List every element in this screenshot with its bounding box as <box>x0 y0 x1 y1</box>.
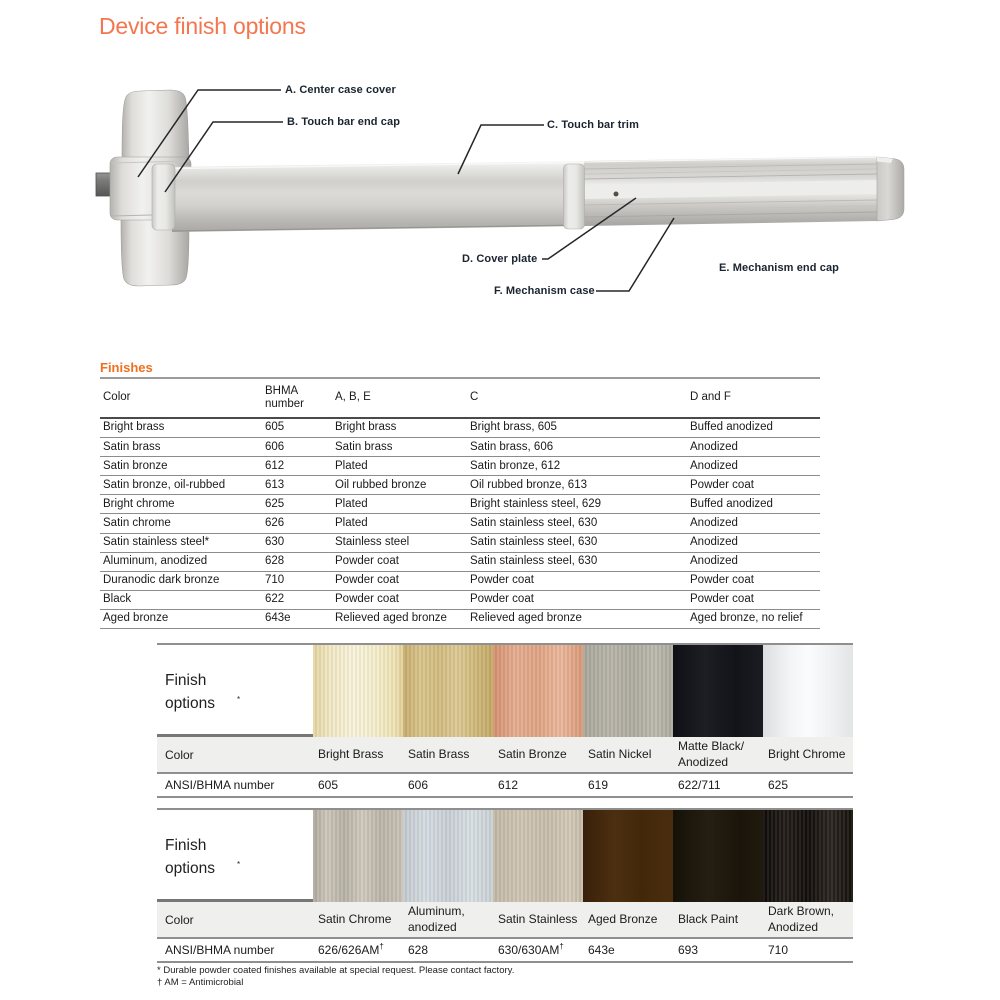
table-row <box>100 553 820 572</box>
table-cell: Buffed anodized <box>690 497 773 510</box>
swatch-number: 622/711 <box>678 778 721 792</box>
table-row <box>100 438 820 457</box>
table-cell: Satin brass <box>103 440 161 453</box>
table-cell: Bright chrome <box>103 497 175 510</box>
table-row <box>100 419 820 438</box>
swatch-name: Black Paint <box>678 911 739 926</box>
table-cell: Anodized <box>690 555 738 568</box>
table-cell: Powder coat <box>690 478 754 491</box>
table-cell: Bright stainless steel, 629 <box>470 497 602 510</box>
swatch-number: 612 <box>498 778 519 792</box>
table-cell: Oil rubbed bronze <box>335 478 427 491</box>
swatch-black-paint <box>673 810 763 902</box>
table-cell: Plated <box>335 516 368 529</box>
table-cell: Plated <box>335 459 368 472</box>
swatch-number: 710 <box>768 943 789 957</box>
swatch-row <box>157 643 853 737</box>
swatch-number: 628 <box>408 943 429 957</box>
table-cell: Satin stainless steel, 630 <box>470 516 598 529</box>
diagram-label-mechanism-case: F. Mechanism case <box>494 285 595 297</box>
finish-options-table-1 <box>157 643 853 798</box>
table-cell: Satin brass <box>335 440 393 453</box>
ansi-row-label: ANSI/BHMA number <box>165 943 275 957</box>
table-cell: Bright brass <box>335 421 397 434</box>
diagram-label-cover-plate: D. Cover plate <box>462 253 538 265</box>
table-cell: Aluminum, anodized <box>103 555 208 568</box>
swatch-name: Satin Chrome <box>318 911 392 926</box>
table-cell: Relieved aged bronze <box>470 612 582 625</box>
swatch-number: 630/630AM† <box>498 942 564 957</box>
table-cell: Powder coat <box>690 593 754 606</box>
table-cell: Satin bronze <box>103 459 168 472</box>
diagram-label-mechanism-end-cap: E. Mechanism end cap <box>719 262 839 274</box>
table-cell: 710 <box>265 574 285 587</box>
table-cell: Relieved aged bronze <box>335 612 447 625</box>
swatch-number: 625 <box>768 778 789 792</box>
swatch-number: 605 <box>318 778 339 792</box>
table-cell: Powder coat <box>335 555 399 568</box>
swatch-matte-black-anodized <box>673 645 763 737</box>
swatch-number: 643e <box>588 943 615 957</box>
table-cell: Powder coat <box>690 574 754 587</box>
table-cell: Oil rubbed bronze, 613 <box>470 478 587 491</box>
swatch-number: 693 <box>678 943 699 957</box>
table-row <box>100 572 820 591</box>
swatch-number: 619 <box>588 778 609 792</box>
swatch-aged-bronze <box>583 810 673 902</box>
table-cell: Anodized <box>690 440 738 453</box>
swatch-aluminum-anodized <box>403 810 493 902</box>
mech-screw <box>614 192 619 197</box>
swatch-name: Dark Brown, Anodized <box>768 903 835 934</box>
table-cell: Satin brass, 606 <box>470 440 554 453</box>
table-cell: Satin bronze, 612 <box>470 459 561 472</box>
ansi-number-row <box>157 772 853 798</box>
table-cell: Stainless steel <box>335 536 410 548</box>
swatch-bright-chrome <box>763 645 853 737</box>
swatch-name: Satin Brass <box>408 746 470 761</box>
swatch-satin-stainless <box>493 810 583 902</box>
col-header-d-and-f: D and F <box>690 391 731 404</box>
table-cell: Plated <box>335 497 368 510</box>
table-cell: Buffed anodized <box>690 421 773 434</box>
table-cell: Satin bronze, oil-rubbed <box>103 478 226 491</box>
table-cell: 628 <box>265 555 285 568</box>
finishes-heading: Finishes <box>100 360 153 375</box>
table-cell: 606 <box>265 440 285 453</box>
color-name-row <box>157 737 853 772</box>
table-cell: Satin stainless steel, 630 <box>470 555 598 568</box>
swatch-dark-brown-anodized <box>763 810 853 902</box>
col-header-c: C <box>470 391 479 404</box>
leader-line-f <box>596 218 674 291</box>
table-cell: Satin stainless steel, 630 <box>470 536 598 548</box>
swatch-name: Aluminum, anodized <box>408 903 465 934</box>
diagram-label-touch-bar-end-cap: B. Touch bar end cap <box>287 116 401 128</box>
table-cell: Powder coat <box>335 574 399 587</box>
table-cell: Bright brass, 605 <box>470 421 557 434</box>
cover-plate <box>564 164 585 229</box>
swatch-name: Matte Black/ Anodized <box>678 738 745 769</box>
finish-options-table-2 <box>157 808 853 963</box>
color-row-label: Color <box>165 747 194 762</box>
table-cell: 630 <box>265 536 285 548</box>
col-header-abe: A, B, E <box>335 391 371 404</box>
table-cell: Powder coat <box>470 593 534 606</box>
table-cell: Powder coat <box>470 574 534 587</box>
swatch-satin-brass <box>403 645 493 737</box>
table-cell: Satin chrome <box>103 516 171 529</box>
diagram-label-touch-bar-trim: C. Touch bar trim <box>547 119 639 131</box>
swatch-name: Satin Bronze <box>498 746 567 761</box>
table-cell: 622 <box>265 593 285 606</box>
swatch-name: Aged Bronze <box>588 911 658 926</box>
col-header-color: Color <box>103 391 131 404</box>
table-cell: Bright brass <box>103 421 165 434</box>
page-title: Device finish options <box>99 13 306 39</box>
swatch-satin-chrome <box>313 810 403 902</box>
table-cell: Aged bronze, no relief <box>690 612 803 625</box>
table-cell: 626 <box>265 516 285 529</box>
table-row <box>100 610 820 629</box>
table-cell: 613 <box>265 478 285 491</box>
swatch-bright-brass <box>313 645 403 737</box>
table-cell: Aged bronze <box>103 612 169 625</box>
swatch-satin-bronze <box>493 645 583 737</box>
table-cell: 625 <box>265 497 285 510</box>
table-cell: Anodized <box>690 459 738 472</box>
table-cell: Satin stainless steel* <box>103 536 210 548</box>
table-row <box>100 514 820 533</box>
table-row <box>100 457 820 476</box>
finishes-table <box>100 377 820 629</box>
footnote: † AM = Antimicrobial <box>157 977 244 988</box>
table-row <box>100 534 820 553</box>
ansi-number-row <box>157 937 853 963</box>
color-row-label: Color <box>165 912 194 927</box>
table-cell: 605 <box>265 421 285 434</box>
swatch-number: 626/626AM† <box>318 942 384 957</box>
table-row <box>100 495 820 514</box>
table-cell: Anodized <box>690 536 738 548</box>
swatch-satin-nickel <box>583 645 673 737</box>
ansi-row-label: ANSI/BHMA number <box>165 778 275 792</box>
table-row <box>100 591 820 610</box>
footnote: * Durable powder coated finishes available at special request. Please contact factory. <box>157 965 515 976</box>
swatch-row <box>157 808 853 902</box>
swatch-name: Satin Nickel <box>588 746 652 761</box>
finishes-header-row <box>100 377 820 419</box>
touch-bar <box>172 161 584 232</box>
table-cell: Powder coat <box>335 593 399 606</box>
table-cell: Anodized <box>690 516 738 529</box>
swatch-name: Satin Stainless <box>498 911 578 926</box>
color-name-row <box>157 902 853 937</box>
table-row <box>100 476 820 495</box>
col-header-bhma-number: BHMA number <box>265 384 304 410</box>
exit-device-diagram <box>0 0 1000 330</box>
swatch-number: 606 <box>408 778 429 792</box>
table-cell: 643e <box>265 612 291 625</box>
swatch-name: Bright Chrome <box>768 746 846 761</box>
finish-options-title: Finish options * <box>157 645 313 737</box>
table-cell: Black <box>103 593 132 606</box>
touch-bar-end-cap <box>152 164 175 230</box>
table-cell: 612 <box>265 459 285 472</box>
swatch-name: Bright Brass <box>318 746 384 761</box>
diagram-label-center-case-cover: A. Center case cover <box>285 84 396 96</box>
table-cell: Duranodic dark bronze <box>103 574 220 587</box>
mechanism-end-cap <box>877 157 904 221</box>
finish-options-title: Finish options * <box>157 810 313 902</box>
